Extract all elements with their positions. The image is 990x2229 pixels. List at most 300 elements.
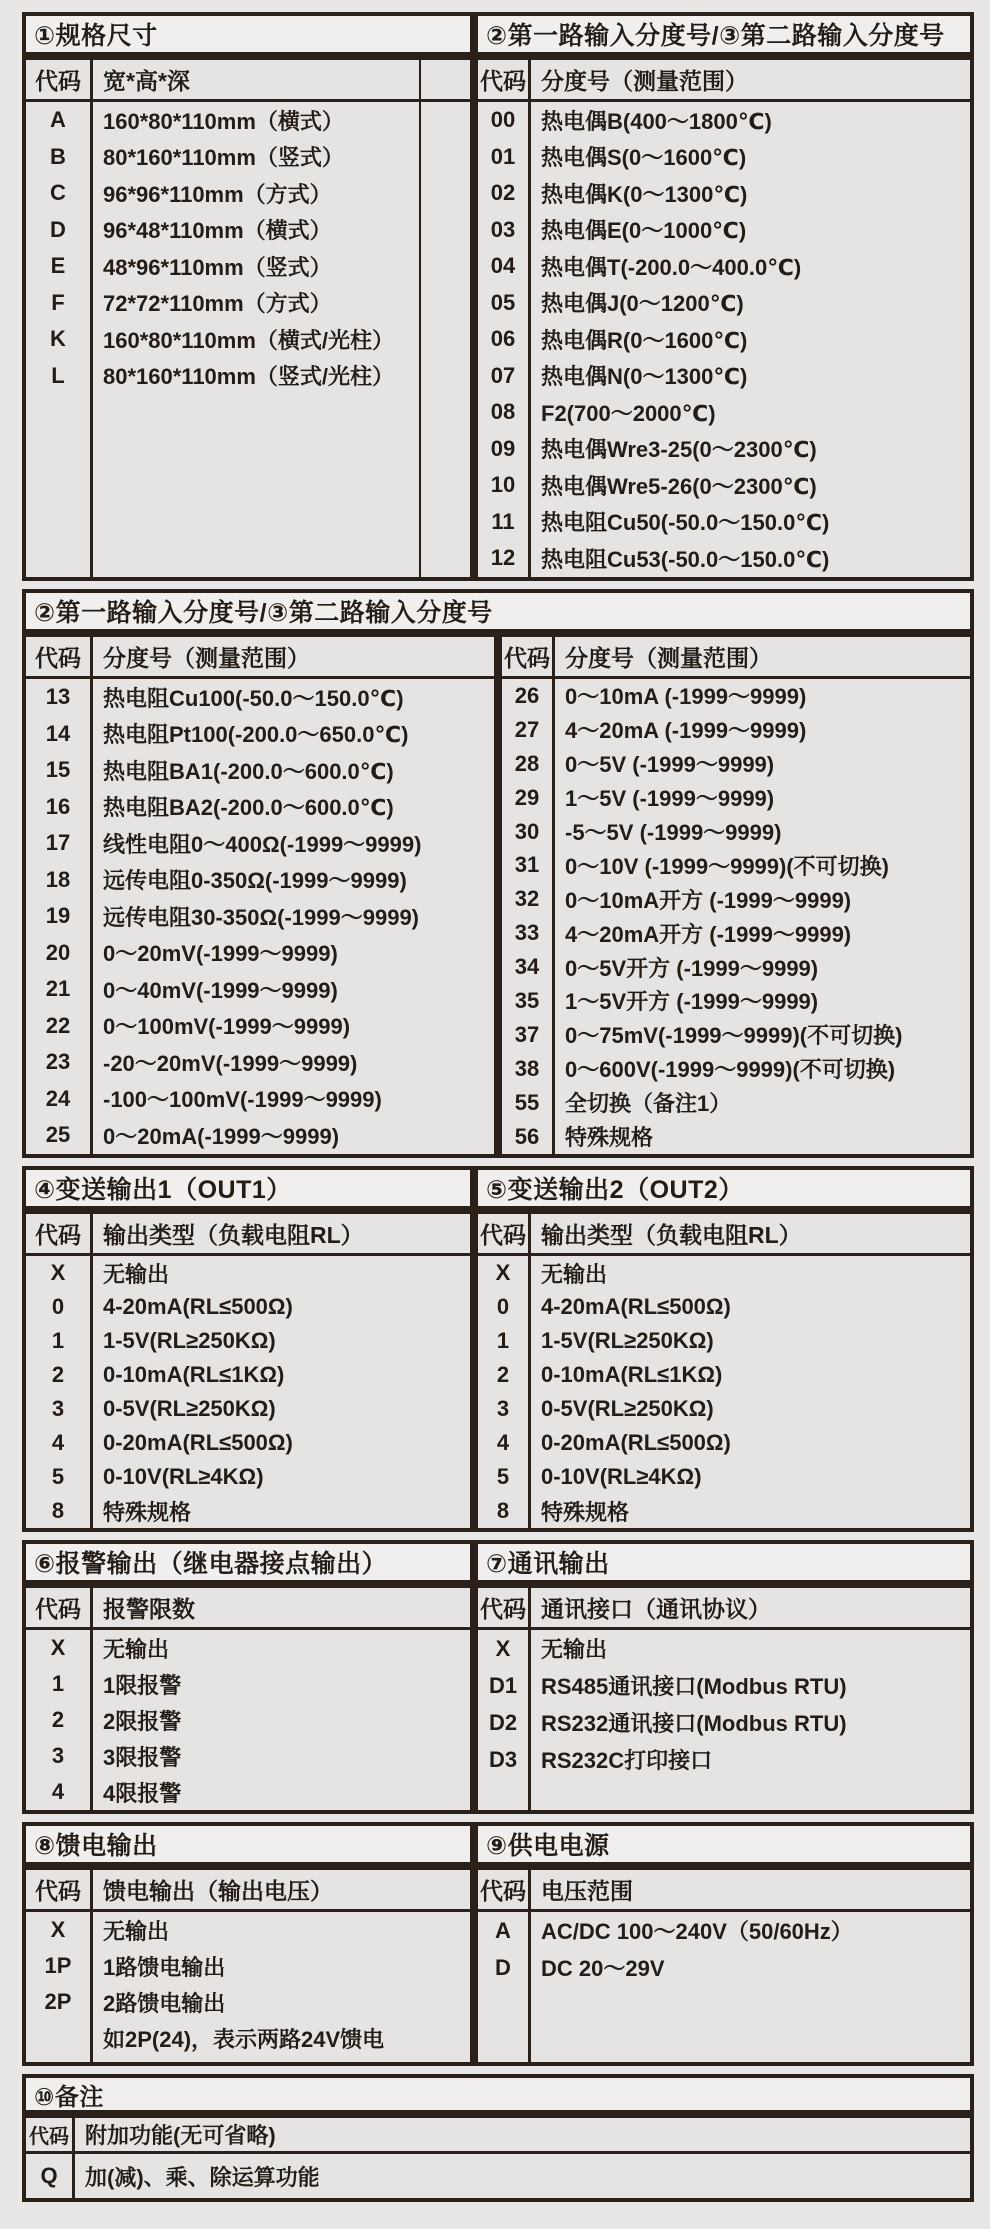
section-9-power-supply [474, 1822, 974, 2066]
row-desc: 4-20mA(RL≤500Ω) [541, 1294, 731, 1319]
column-header-code: 代码 [480, 1878, 526, 1904]
row-desc: 热电偶R(0～1600℃) [541, 327, 748, 353]
row-code: 2 [51, 1362, 65, 1387]
row-desc: 特殊规格 [541, 1499, 630, 1525]
row-desc: 4～20mA (-1999～9999) [565, 718, 807, 744]
row-desc: AC/DC 100～240V（50/60Hz） [541, 1919, 853, 1944]
column-header-desc: 电压范围 [541, 1878, 633, 1904]
section-title: ⑥报警输出（继电器接点输出） [22, 1540, 474, 1584]
row-desc: 0-10mA(RL≤1KΩ) [541, 1362, 723, 1387]
row-code: 1 [51, 1328, 65, 1353]
row-code: 10 [490, 472, 516, 498]
row-desc: 热电偶B(400～1800℃) [541, 108, 772, 134]
section-9-table [474, 1866, 974, 2066]
row-desc: -20～20mV(-1999～9999) [103, 1050, 358, 1076]
table-header [478, 1588, 970, 1630]
table-body [26, 2154, 970, 2198]
table-row [478, 175, 970, 212]
column-header-code: 代码 [35, 68, 81, 94]
row-code: A [50, 107, 66, 133]
row-code: 03 [490, 216, 516, 242]
table-row [26, 825, 494, 862]
table-row [478, 1290, 970, 1324]
table-body [26, 102, 470, 577]
table-body [26, 1256, 470, 1528]
row-desc: 热电偶Wre5-26(0～2300℃) [541, 473, 817, 499]
column-header-code: 代码 [29, 2126, 69, 2148]
section-title: ⑦通讯输出 [474, 1540, 974, 1584]
section-1-table [22, 56, 474, 581]
table-row [26, 212, 470, 249]
table-row [478, 285, 970, 322]
table-row [26, 358, 470, 395]
table-row [478, 1256, 970, 1290]
row-code: 32 [514, 886, 540, 912]
table-row [502, 713, 970, 747]
table-row [26, 898, 494, 935]
row-desc: 1～5V开方 (-1999～9999) [565, 989, 819, 1015]
table-row [478, 212, 970, 249]
table-row [26, 1948, 470, 1984]
table-row [502, 679, 970, 713]
row-code: 0 [51, 1294, 65, 1319]
row-code: 12 [490, 545, 516, 571]
table-header [26, 1214, 470, 1256]
row-desc: 96*96*110mm（方式） [103, 181, 332, 207]
table-row [478, 467, 970, 504]
table-row [26, 1460, 470, 1494]
section-pair-45 [22, 1166, 974, 1532]
section-title: ①规格尺寸 [22, 12, 474, 56]
table-row [26, 1494, 470, 1528]
table-row [26, 1702, 470, 1738]
table-row [478, 1912, 970, 1949]
table-row [26, 1774, 470, 1810]
row-desc: 0-10mA(RL≤1KΩ) [103, 1362, 285, 1387]
row-code: K [50, 326, 66, 352]
row-code: 27 [514, 716, 540, 742]
row-desc: 热电阻Cu53(-50.0～150.0℃) [541, 546, 830, 572]
section-pair-67 [22, 1540, 974, 1814]
section-8-table [22, 1866, 474, 2066]
row-desc: DC 20～29V [541, 1956, 665, 1981]
table-row [26, 1358, 470, 1392]
section-title: ②第一路输入分度号/③第二路输入分度号 [22, 589, 974, 633]
row-code: C [50, 180, 66, 206]
column-header-code: 代码 [35, 1222, 81, 1248]
column-header-desc: 输出类型（负载电阻RL） [541, 1222, 802, 1248]
row-desc: 0～40mV(-1999～9999) [103, 977, 338, 1003]
row-code: 1 [496, 1328, 510, 1353]
row-desc: 80*160*110mm（竖式/光柱） [103, 364, 395, 390]
row-desc: 热电阻BA1(-200.0～600.0℃) [103, 758, 394, 784]
column-header-desc: 报警限数 [103, 1596, 195, 1622]
row-desc: 160*80*110mm（横式） [103, 108, 344, 134]
row-desc: 特殊规格 [103, 1499, 192, 1525]
section-7-table [474, 1584, 974, 1814]
row-desc: 热电阻Cu50(-50.0～150.0℃) [541, 510, 830, 536]
table-row [478, 431, 970, 468]
row-desc: 1-5V(RL≥250KΩ) [541, 1328, 714, 1353]
row-desc: 0～20mV(-1999～9999) [103, 941, 338, 967]
row-desc: 1限报警 [103, 1672, 182, 1698]
table-row [26, 1912, 470, 1948]
row-code: 11 [491, 508, 515, 534]
row-desc: 0-10V(RL≥4KΩ) [103, 1464, 264, 1489]
table-row [26, 716, 494, 753]
row-code: 13 [45, 684, 71, 710]
row-desc: 0～10mA (-1999～9999) [565, 684, 807, 710]
table-row [478, 504, 970, 541]
row-code: B [50, 143, 66, 169]
row-code: 5 [496, 1464, 510, 1489]
table-row [26, 248, 470, 285]
row-code: 1P [44, 1953, 72, 1978]
table-row [502, 950, 970, 984]
section-pair-1 [22, 12, 974, 581]
table-row [478, 1667, 970, 1704]
table-header [26, 60, 470, 102]
row-desc: 1～5V (-1999～9999) [565, 786, 775, 812]
row-desc: 0～5V开方 (-1999～9999) [565, 955, 819, 981]
column-header-code: 代码 [504, 645, 550, 671]
row-desc: 4～20mA开方 (-1999～9999) [565, 921, 852, 947]
table-row [502, 1086, 970, 1120]
row-desc: 0～5V (-1999～9999) [565, 752, 775, 778]
row-desc: 热电偶K(0～1300℃) [541, 181, 748, 207]
table-row [478, 1426, 970, 1460]
row-desc: 热电阻Pt100(-200.0～650.0℃) [103, 722, 409, 748]
row-desc: RS232C打印接口 [541, 1748, 713, 1773]
row-code: 09 [490, 435, 516, 461]
row-code: 00 [490, 107, 516, 133]
column-header-code: 代码 [35, 1878, 81, 1904]
table-body [502, 679, 970, 1154]
table-header [26, 1870, 470, 1912]
table-header [26, 2118, 970, 2154]
row-code: 55 [514, 1089, 540, 1115]
row-code: 37 [514, 1021, 540, 1047]
table-row [26, 935, 494, 972]
section-1-dimensions [22, 12, 474, 581]
table-row [478, 1949, 970, 1986]
row-code: 3 [51, 1396, 65, 1421]
row-code: 26 [514, 682, 540, 708]
table-row [26, 862, 494, 899]
row-code: 01 [490, 143, 516, 169]
row-desc: RS485通讯接口(Modbus RTU) [541, 1674, 847, 1699]
table-body [26, 679, 494, 1154]
table-row [26, 1392, 470, 1426]
row-desc: 0-5V(RL≥250KΩ) [541, 1396, 714, 1421]
table-row [26, 971, 494, 1008]
table-row [502, 1018, 970, 1052]
column-header-code: 代码 [480, 1222, 526, 1248]
table-row [502, 1120, 970, 1154]
table-row [26, 321, 470, 358]
table-header [26, 1588, 470, 1630]
table-row [26, 1044, 494, 1081]
row-code: 28 [514, 750, 540, 776]
row-code: 07 [490, 362, 516, 388]
column-header-desc: 分度号（测量范围） [103, 645, 310, 671]
table-row [478, 394, 970, 431]
row-desc: 热电阻Cu100(-50.0～150.0℃) [103, 685, 404, 711]
section-23b-tables [22, 633, 974, 1158]
row-desc: 1-5V(RL≥250KΩ) [103, 1328, 276, 1353]
row-desc: 0～10mA开方 (-1999～9999) [565, 887, 852, 913]
table-row [478, 1460, 970, 1494]
section-5-table [474, 1210, 974, 1532]
table-row [26, 1081, 494, 1118]
row-desc: 160*80*110mm（横式/光柱） [103, 327, 395, 353]
section-7-communication [474, 1540, 974, 1814]
row-code: 3 [496, 1396, 510, 1421]
table-row [502, 815, 970, 849]
table-row [26, 1984, 470, 2020]
table-row [26, 1666, 470, 1702]
section-title: ⑨供电电源 [474, 1822, 974, 1866]
table-row [478, 358, 970, 395]
row-code: 3 [51, 1743, 65, 1768]
table-body [478, 1912, 970, 2062]
column-header-code: 代码 [35, 1596, 81, 1622]
row-code: X [50, 1635, 66, 1660]
row-desc: 0-10V(RL≥4KΩ) [541, 1464, 702, 1489]
row-desc: 0～20mA(-1999～9999) [103, 1123, 340, 1149]
section-5-out2 [474, 1166, 974, 1532]
table-row [502, 747, 970, 781]
row-code: 8 [51, 1498, 65, 1523]
table-header [478, 60, 970, 102]
row-desc: 远传电阻0-350Ω(-1999～9999) [103, 868, 407, 894]
row-code: 35 [514, 987, 540, 1013]
row-code: 0 [496, 1294, 510, 1319]
row-code: A [495, 1917, 511, 1943]
row-desc: -100～100mV(-1999～9999) [103, 1087, 382, 1113]
row-desc: 2限报警 [103, 1708, 182, 1734]
column-header-code: 代码 [480, 1596, 526, 1622]
row-code: 04 [490, 253, 516, 279]
row-code: 18 [45, 866, 71, 892]
section-4-table [22, 1210, 474, 1532]
table-row [478, 248, 970, 285]
table-row [26, 1738, 470, 1774]
table-row [26, 285, 470, 322]
row-desc: 线性电阻0～400Ω(-1999～9999) [103, 831, 422, 857]
table-header [26, 637, 494, 679]
row-desc: 96*48*110mm（横式） [103, 218, 332, 244]
column-header-desc: 通讯接口（通讯协议） [541, 1596, 771, 1622]
table-row [26, 1324, 470, 1358]
column-header-code: 代码 [480, 68, 526, 94]
section-pair-89 [22, 1822, 974, 2066]
column-header-desc: 分度号（测量范围） [565, 645, 772, 671]
row-desc: 无输出 [103, 1636, 170, 1662]
row-desc: 0～100mV(-1999～9999) [103, 1014, 351, 1040]
table-row [502, 781, 970, 815]
section-6-table [22, 1584, 474, 1814]
row-code: 31 [514, 852, 540, 878]
row-desc: 热电阻BA2(-200.0～600.0℃) [103, 795, 394, 821]
section-23b-left-table [22, 633, 498, 1158]
table-row [26, 102, 470, 139]
row-code: X [495, 1260, 511, 1285]
row-desc: 0～10V (-1999～9999)(不可切换) [565, 853, 890, 879]
section-23b-right-table [498, 633, 974, 1158]
row-code: D1 [488, 1672, 518, 1698]
row-desc: 特殊规格 [565, 1125, 654, 1151]
table-row [26, 752, 494, 789]
table-row [478, 1392, 970, 1426]
table-body [26, 1912, 470, 2062]
table-row [502, 848, 970, 882]
row-desc: 72*72*110mm（方式） [103, 291, 332, 317]
section-title: ⑧馈电输出 [22, 1822, 474, 1866]
column-header-desc: 附加功能(无可省略) [85, 2123, 276, 2148]
table-row [26, 1256, 470, 1290]
table-row [478, 321, 970, 358]
row-code: D [495, 1954, 511, 1980]
table-row [502, 1052, 970, 1086]
table-row [26, 1426, 470, 1460]
row-desc: 无输出 [103, 1261, 170, 1287]
row-desc: 4限报警 [103, 1780, 182, 1806]
table-row [478, 1741, 970, 1778]
row-code: 02 [490, 180, 516, 206]
section-title: ⑤变送输出2（OUT2） [474, 1166, 974, 1210]
row-desc: -5～5V (-1999～9999) [565, 820, 782, 845]
table-row [478, 1704, 970, 1741]
table-header [478, 1870, 970, 1912]
row-code: 5 [51, 1464, 65, 1489]
row-code: 2 [496, 1362, 510, 1387]
row-code: 06 [490, 326, 516, 352]
row-code: 17 [45, 830, 71, 856]
section-23-inputs-b [22, 589, 974, 1158]
row-code: 33 [514, 920, 540, 946]
table-row [502, 984, 970, 1018]
table-row [26, 2154, 970, 2198]
row-desc: 远传电阻30-350Ω(-1999～9999) [103, 904, 420, 930]
row-code: 08 [490, 399, 516, 425]
table-row [26, 175, 470, 212]
row-code: D2 [488, 1709, 518, 1735]
column-header-code: 代码 [35, 645, 81, 671]
row-code: E [50, 253, 66, 279]
row-code: X [50, 1260, 66, 1285]
row-code: X [50, 1917, 66, 1942]
row-code: 05 [490, 289, 516, 315]
row-desc: 80*160*110mm（竖式） [103, 145, 344, 171]
row-code: Q [40, 2163, 58, 2188]
section-title: ②第一路输入分度号/③第二路输入分度号 [474, 12, 974, 56]
row-code: 24 [45, 1085, 71, 1111]
table-body [26, 1630, 470, 1810]
row-desc: 2路馈电输出 [103, 1990, 226, 2016]
section-title: ④变送输出1（OUT1） [22, 1166, 474, 1210]
column-header-desc: 宽*高*深 [103, 68, 190, 94]
row-code: 21 [45, 976, 71, 1002]
row-desc: 0-20mA(RL≤500Ω) [541, 1430, 731, 1455]
row-desc: 热电偶J(0～1200℃) [541, 291, 744, 317]
row-code: 56 [514, 1123, 540, 1149]
row-desc: 1路馈电输出 [103, 1954, 226, 1980]
table-row [26, 1290, 470, 1324]
table-row [502, 916, 970, 950]
table-row [478, 139, 970, 176]
row-desc: 热电偶N(0～1300℃) [541, 364, 748, 390]
column-header-desc: 馈电输出（输出电压） [103, 1878, 333, 1904]
row-desc: 热电偶Wre3-25(0～2300℃) [541, 437, 817, 463]
row-code: X [495, 1635, 511, 1661]
row-desc: 4-20mA(RL≤500Ω) [103, 1294, 293, 1319]
table-row [26, 789, 494, 826]
row-code: 38 [514, 1055, 540, 1081]
table-row [26, 1630, 470, 1666]
row-code: 23 [45, 1049, 71, 1075]
row-desc: RS232通讯接口(Modbus RTU) [541, 1711, 847, 1736]
row-desc: 如2P(24)，表示两路24V馈电 [103, 2026, 385, 2052]
table-header [478, 1214, 970, 1256]
row-desc: F2(700～2000℃) [541, 400, 716, 426]
table-body [478, 102, 970, 577]
table-body [478, 1630, 970, 1810]
row-code: D3 [488, 1746, 518, 1772]
row-code: 34 [514, 954, 540, 980]
table-row [26, 2020, 470, 2056]
row-desc: 0-20mA(RL≤500Ω) [103, 1430, 293, 1455]
row-desc: 0-5V(RL≥250KΩ) [103, 1396, 276, 1421]
row-desc: 热电偶E(0～1000℃) [541, 218, 747, 244]
table-body [478, 1256, 970, 1528]
section-6-alarm [22, 1540, 474, 1814]
row-code: 4 [51, 1779, 65, 1804]
row-desc: 0～600V(-1999～9999)(不可切换) [565, 1057, 896, 1083]
row-code: 4 [51, 1430, 65, 1455]
section-10-remarks [22, 2074, 974, 2202]
row-code: D [50, 216, 66, 242]
table-row [26, 679, 494, 716]
table-row [478, 1358, 970, 1392]
section-4-out1 [22, 1166, 474, 1532]
section-8-feed-power [22, 1822, 474, 2066]
table-row [478, 102, 970, 139]
table-row [478, 540, 970, 577]
table-row [26, 139, 470, 176]
row-code: 16 [45, 793, 71, 819]
row-desc: 48*96*110mm（竖式） [103, 254, 332, 280]
column-header-desc: 输出类型（负载电阻RL） [103, 1222, 364, 1248]
table-row [478, 1324, 970, 1358]
row-desc: 加(减)、乘、除运算功能 [85, 2164, 320, 2190]
row-code: L [51, 362, 65, 388]
row-code: 19 [45, 903, 71, 929]
row-desc: 3限报警 [103, 1744, 182, 1770]
row-code: 30 [514, 818, 540, 844]
section-title: ⑩备注 [22, 2074, 974, 2114]
row-desc: 全切换（备注1） [565, 1091, 732, 1117]
row-code: 2 [51, 1707, 65, 1732]
row-desc: 无输出 [103, 1918, 170, 1944]
row-code: 15 [45, 757, 71, 783]
row-code: 20 [45, 939, 71, 965]
row-desc: 热电偶S(0～1600℃) [541, 145, 747, 171]
section-23a-table [474, 56, 974, 581]
section-23-inputs-a [474, 12, 974, 581]
row-code: 14 [45, 720, 71, 746]
row-code: F [51, 289, 65, 315]
